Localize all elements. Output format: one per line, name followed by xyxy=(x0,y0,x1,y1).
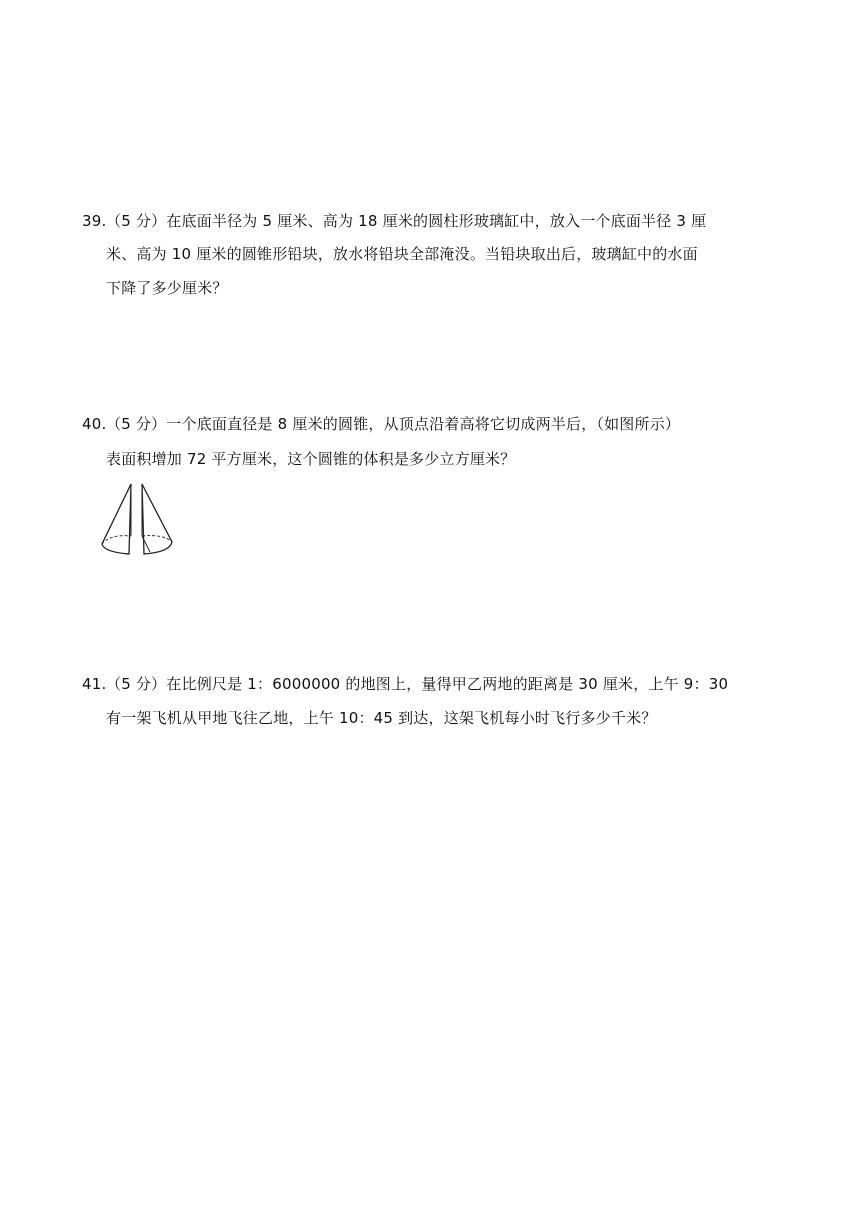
question-text-line: 米、高为 10 厘米的圆锥形铅块，放水将铅块全部淹没。当铅块取出后，玻璃缸中的水面 xyxy=(106,245,698,263)
question-number: 39. xyxy=(82,212,107,230)
question-text-line: （5 分）在比例尺是 1：6000000 的地图上，量得甲乙两地的距离是 30 厘米，上午 9：30 xyxy=(106,675,729,693)
question-text-line: （5 分）在底面半径为 5 厘米、高为 18 厘米的圆柱形玻璃缸中，放入一个底面半径 3 厘 xyxy=(106,212,707,230)
split-cone-halves-icon xyxy=(98,478,180,560)
question-text-line: 有一架飞机从甲地飞往乙地，上午 10：45 到达，这架飞机每小时飞行多少千米？ xyxy=(106,709,657,727)
question-number: 41. xyxy=(82,675,107,693)
question-number: 40. xyxy=(82,415,107,433)
question-text-line: （5 分）一个底面直径是 8 厘米的圆锥，从顶点沿着高将它切成两半后，（如图所示） xyxy=(106,415,681,433)
question-text-line: 下降了多少厘米？ xyxy=(106,279,228,297)
question-text-line: 表面积增加 72 平方厘米，这个圆锥的体积是多少立方厘米？ xyxy=(106,450,516,468)
